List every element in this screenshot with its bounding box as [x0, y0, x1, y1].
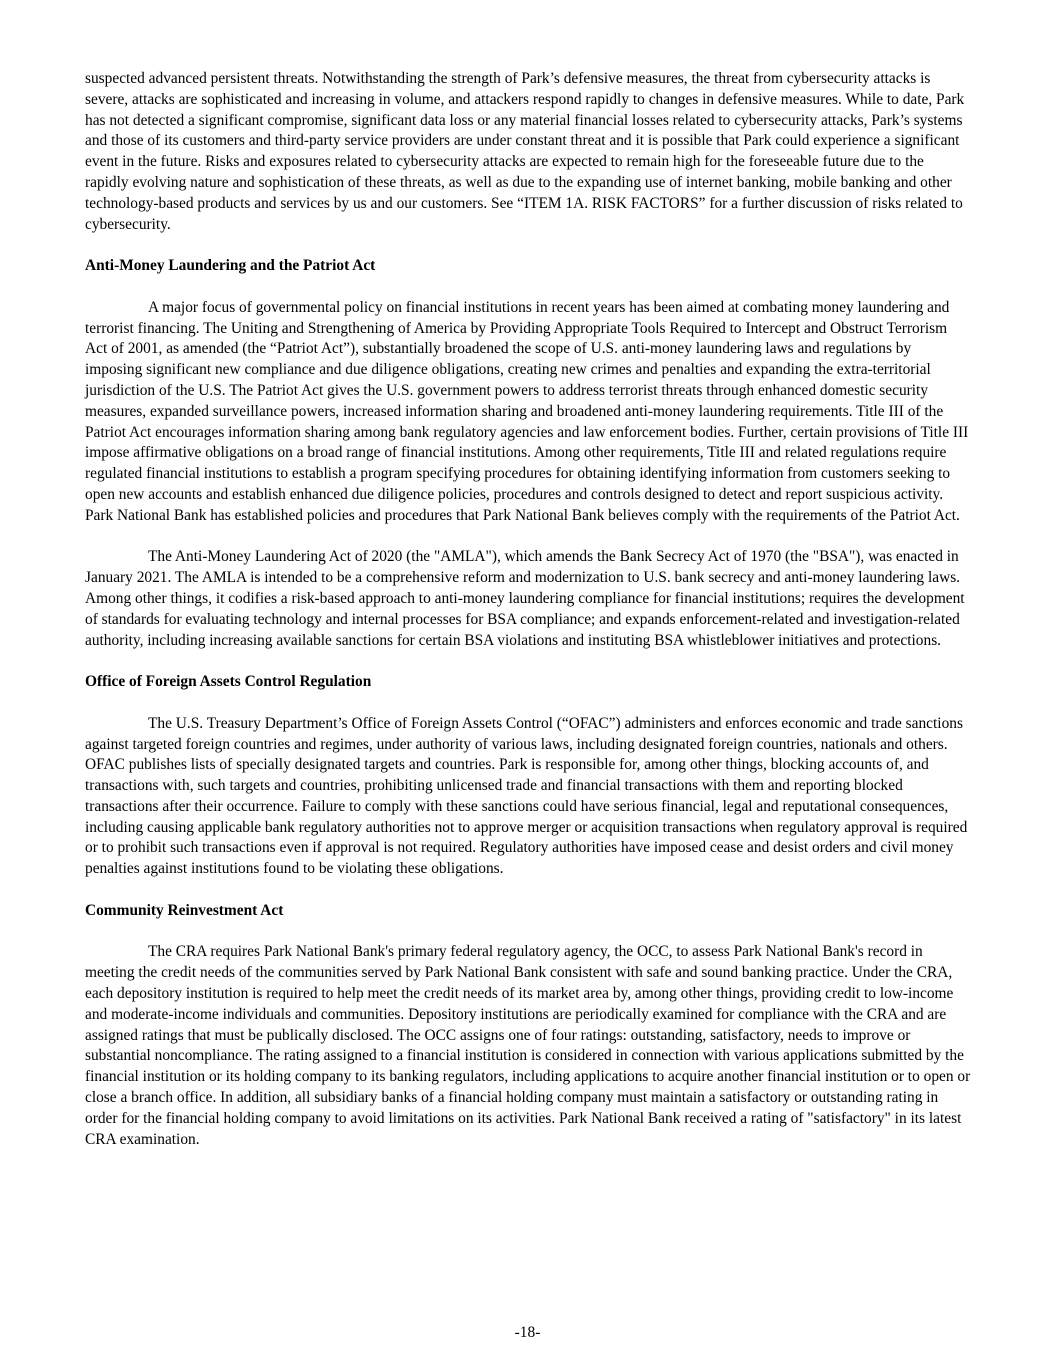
- paragraph-patriot-act: A major focus of governmental policy on financial institutions in recent years has been aimed at combating money laundering and terrorist financing. The Uniting and Strengthening of America by Providing Appropriate Tools Required to Intercept and Obstruct Terrorism Act of 2001, as amended (the “Patriot Act”), substantially broadened the scope of U.S. anti-money laundering laws and regulations by imposing significant new compliance and due diligence obligations, creating new crimes and penalties and expanding the extra-territorial jurisdiction of the U.S. The Patriot Act gives the U.S. government powers to address terrorist threats through enhanced domestic security measures, expanded surveillance powers, increased information sharing and broadened anti-money laundering requirements. Title III of the Patriot Act encourages information sharing among bank regulatory agencies and law enforcement bodies. Further, certain provisions of Title III impose affirmative obligations on a broad range of financial institutions. Among other requirements, Title III and related regulations require regulated financial institutions to establish a program specifying procedures for obtaining identifying information from customers seeking to open new accounts and establish enhanced due diligence policies, procedures and controls designed to detect and report suspicious activity. Park National Bank has established policies and procedures that Park National Bank believes comply with the requirements of the Patriot Act.: [85, 298, 969, 524]
- spacer: [85, 235, 971, 256]
- spacer: [85, 277, 971, 298]
- intro-paragraph: suspected advanced persistent threats. Notwithstanding the strength of Park’s defensive measures, the threat from cybersecurity attacks is severe, attacks are sophisticated and increasing in volume, and attackers respond rapidly to changes in defensive measures. While to date, Park has not detected a significant compromise, significant data loss or any material financial losses related to cybersecurity attacks, Park’s systems and those of its customers and third-party service providers are under constant threat and it is possible that Park could experience a significant event in the future. Risks and exposures related to cybersecurity attacks are expected to remain high for the foreseeable future due to the rapidly evolving nature and sophistication of these threats, as well as due to the expanding use of internet banking, mobile banking and other technology-based products and services by us and our customers. See “ITEM 1A. RISK FACTORS” for a further discussion of risks related to cybersecurity.: [85, 70, 965, 233]
- spacer: [85, 922, 971, 943]
- spacer: [85, 880, 971, 901]
- paragraph-ofac: The U.S. Treasury Department’s Office of Foreign Assets Control (“OFAC”) administers and enforces economic and trade sanctions against targeted foreign countries and regimes, under authority of various laws, including designated foreign countries, nationals and others. OFAC publishes lists of specially designated targets and countries. Park is responsible for, among other things, blocking accounts of, and transactions with, such targets and countries, prohibiting unlicensed trade and financial transactions with them and reporting blocked transactions after their occurrence. Failure to comply with these sanctions could have serious financial, legal and reputational consequences, including causing applicable bank regulatory authorities not to approve merger or acquisition transactions when regulatory approval is required or to prohibit such transactions even if approval is not required. Regulatory authorities have imposed cease and desist orders and civil money penalties against institutions found to be violating these obligations.: [85, 714, 968, 878]
- spacer: [85, 693, 971, 714]
- spacer: [85, 527, 971, 548]
- section-heading-cra: Community Reinvestment Act: [85, 901, 284, 919]
- paragraph-cra: The CRA requires Park National Bank's primary federal regulatory agency, the OCC, to assess Park National Bank's record in meeting the credit needs of the communities served by Park National Bank consistent with safe and sound banking practice. Under the CRA, each depository institution is required to help meet the credit needs of its market area by, among other things, providing credit to low-income and moderate-income individuals and communities. Depository institutions are periodically examined for compliance with the CRA and are assigned ratings that must be publically disclosed. The OCC assigns one of four ratings: outstanding, satisfactory, needs to improve or substantial noncompliance. The rating assigned to a financial institution is considered in connection with various applications submitted by the financial institution or its holding company to its banking regulators, including applications to acquire another financial institution or to open or close a branch office. In addition, all subsidiary banks of a financial holding company must maintain a satisfactory or outstanding rating in order for the financial holding company to avoid limitations on its activities. Park National Bank received a rating of "satisfactory" in its latest CRA examination.: [85, 943, 971, 1148]
- section-heading-aml-patriot-act: Anti-Money Laundering and the Patriot Act: [85, 257, 376, 275]
- spacer: [85, 651, 971, 672]
- document-page: [85, 69, 971, 1150]
- page-number: -18-: [514, 1324, 541, 1341]
- section-heading-ofac: Office of Foreign Assets Control Regulation: [85, 673, 372, 691]
- paragraph-amla: The Anti-Money Laundering Act of 2020 (the "AMLA"), which amends the Bank Secrecy Act of 1970 (the "BSA"), was enacted in January 2021. The AMLA is intended to be a comprehensive reform and modernization to U.S. bank secrecy and anti-money laundering laws. Among other things, it codifies a risk-based approach to anti-money laundering compliance for financial institutions; requires the development of standards for evaluating technology and internal processes for BSA compliance; and expands enforcement-related and investigation-related authority, including increasing available sanctions for certain BSA violations and instituting BSA whistleblower initiatives and protections.: [85, 548, 965, 649]
